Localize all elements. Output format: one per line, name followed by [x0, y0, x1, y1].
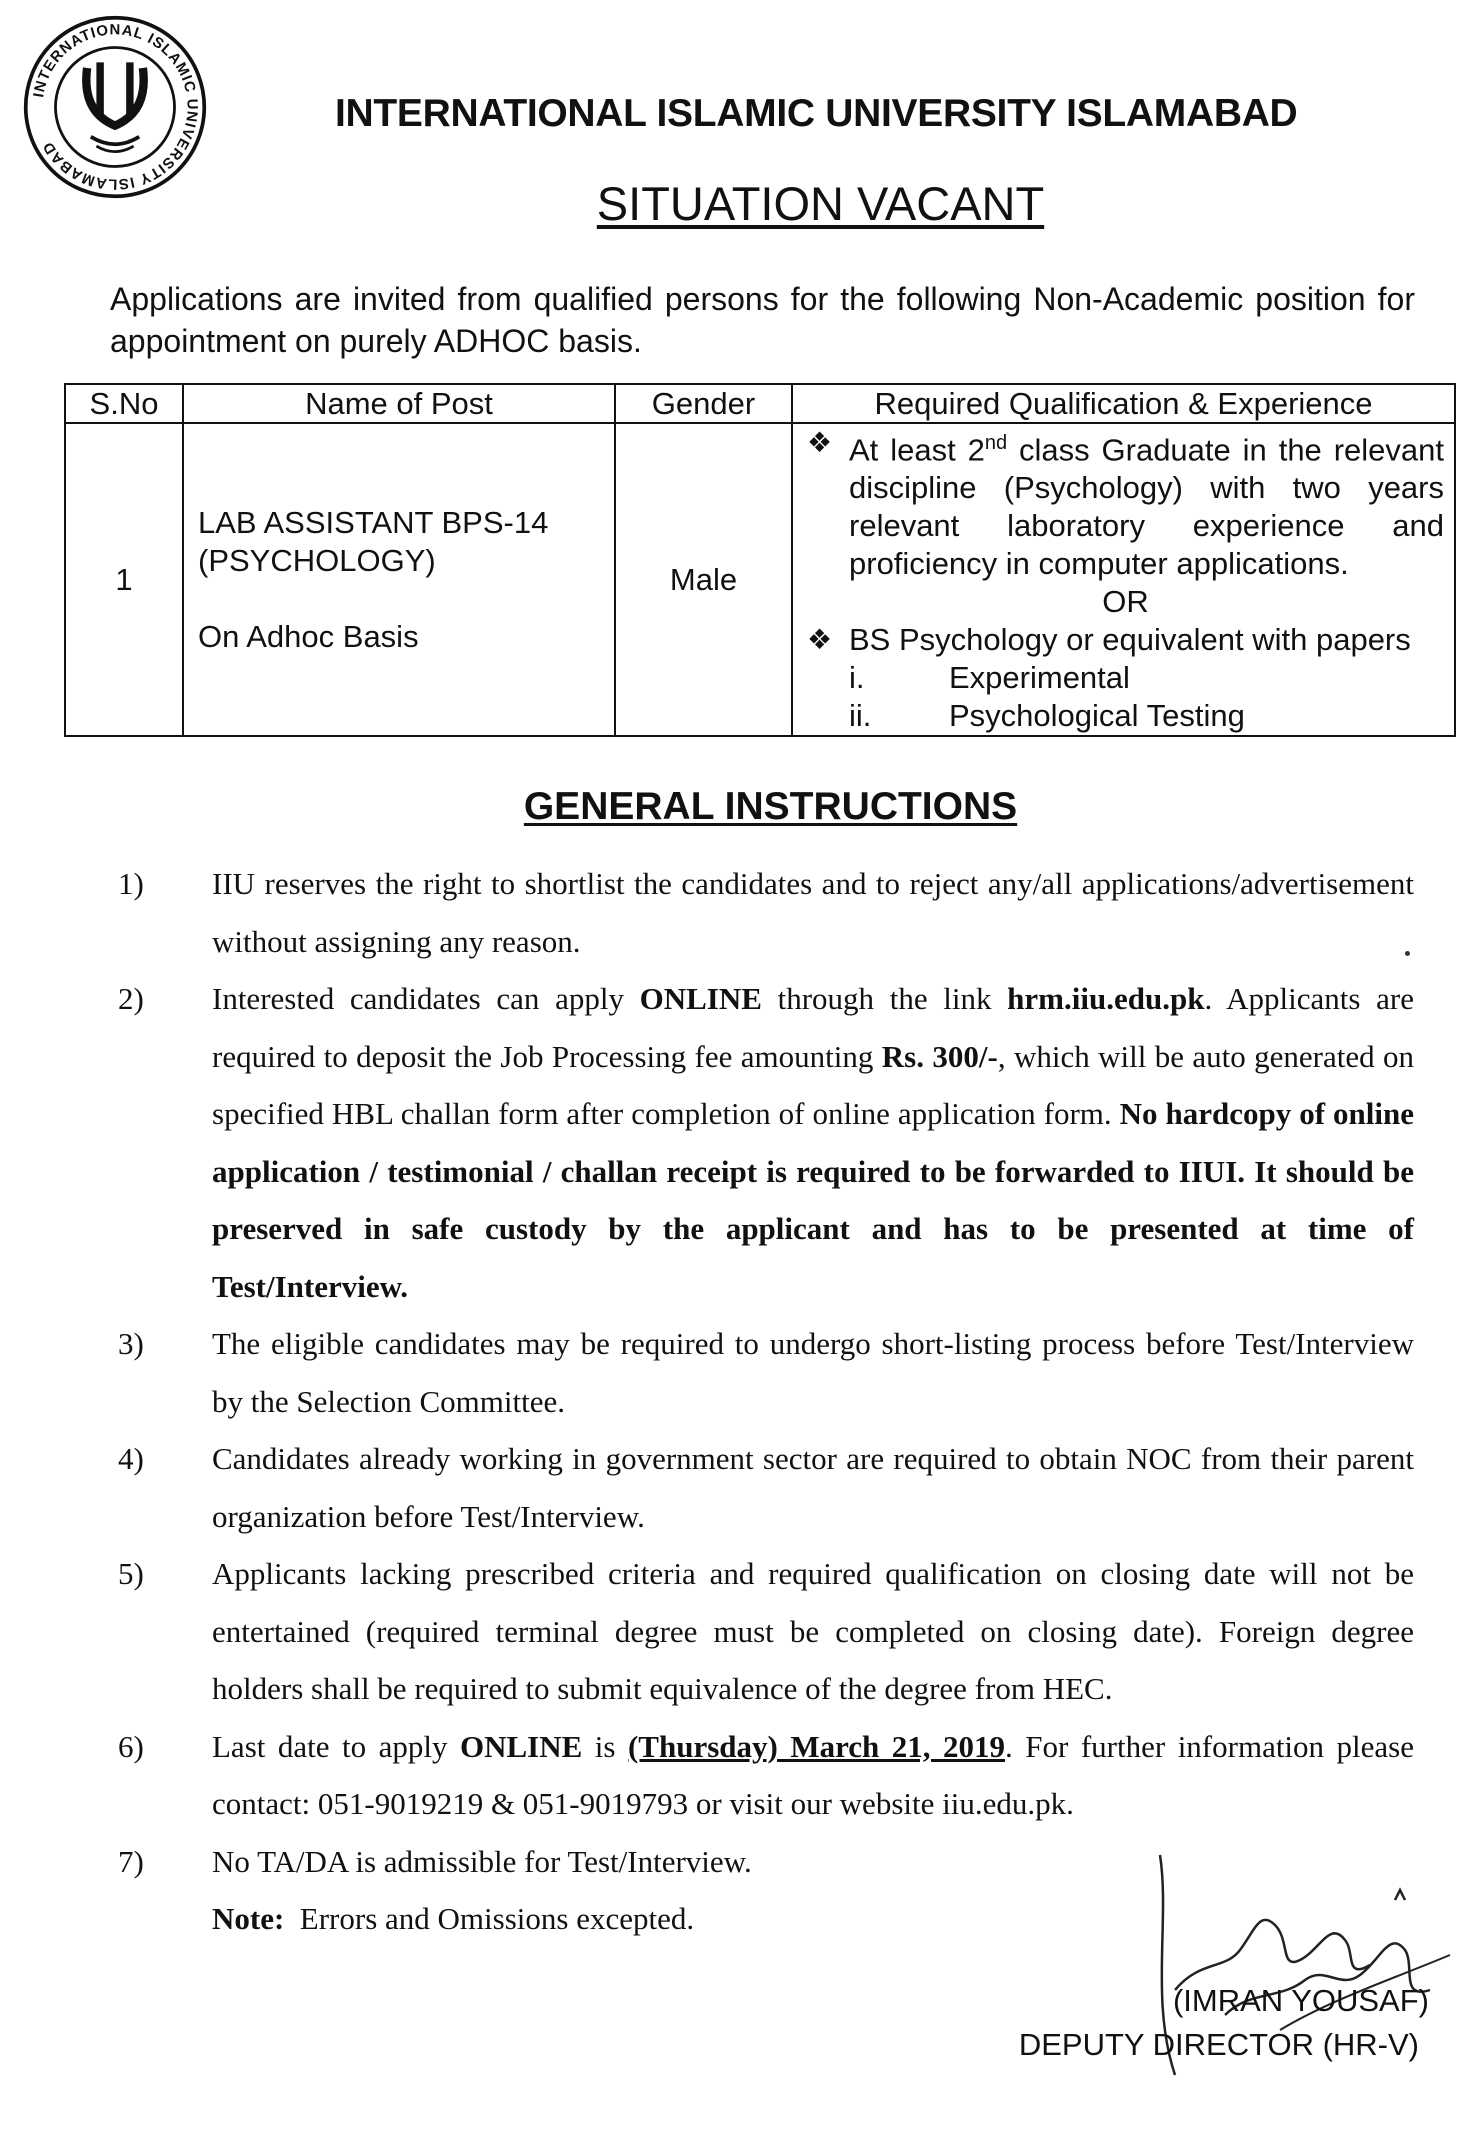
paper-item: i. Experimental	[849, 660, 1130, 696]
instruction-item: 4) Candidates already working in government sector are required to obtain NOC from their parent organization before Test/Interview.	[118, 1441, 1414, 1534]
note-text: Errors and Omissions excepted.	[284, 1901, 695, 1936]
signatory-designation: DEPUTY DIRECTOR (HR-V)	[1018, 2027, 1419, 2062]
scan-speck	[1405, 951, 1410, 956]
instruction-item: 1) IIU reserves the right to shortlist the candidates and to reject any/all applications/advertisement without assigning any reason.	[118, 866, 1414, 959]
post-title: LAB ASSISTANT BPS-14	[198, 504, 549, 540]
instruction-item: 6) Last date to apply ONLINE is (Thursday) March 21, 2019. For further information please contact: 051-9019219 & 051-9019793 or visit our website iiu.edu.pk.	[118, 1728, 1414, 1821]
table-row	[65, 423, 1455, 736]
instruction-item: 2) Interested candidates can apply ONLINE through the link hrm.iiu.edu.pk. Applicants are required to deposit the Job Processing fee amounting Rs. 300/-, which will be auto generated on specified HBL challan form after completion of online application form. No hardcopy of online application / testimonial / challan receipt is required to be forwarded to IIUI. It should be preserved in safe custody by the applicant and has to be presented at time of Test/Interview.	[118, 981, 1415, 1304]
or-separator: OR	[1102, 584, 1149, 620]
post-basis: On Adhoc Basis	[198, 618, 419, 654]
cell-gender: Male	[615, 423, 792, 736]
svg-text:INTERNATIONAL ISLAMIC UNIVERSI: INTERNATIONAL ISLAMIC UNIVERSITY ISLAMABAD	[31, 22, 200, 192]
header-gender: Gender	[615, 384, 792, 423]
note-label: Note:	[212, 1901, 285, 1936]
university-seal-logo	[22, 14, 208, 200]
university-name: INTERNATIONAL ISLAMIC UNIVERSITY ISLAMABAD	[335, 92, 1298, 135]
instruction-item: 7) No TA/DA is admissible for Test/Interview.	[118, 1843, 752, 1879]
signatory-name: (IMRAN YOUSAF)	[1172, 1983, 1429, 2018]
cell-sno: 1	[65, 423, 183, 736]
intro-paragraph: Applications are invited from qualified persons for the following Non-Academic position for appointment on purely ADHOC basis.	[110, 281, 1415, 359]
closing-date: (Thursday) March 21, 2019	[627, 1728, 1006, 1764]
page-title: SITUATION VACANT	[596, 177, 1045, 230]
application-link: hrm.iiu.edu.pk	[1007, 981, 1205, 1016]
table-header-row	[65, 384, 1455, 423]
diamond-bullet-icon: ❖	[807, 427, 833, 458]
cell-qualification	[792, 423, 1455, 736]
instructions-list	[118, 855, 1414, 1948]
cell-post-name	[183, 423, 615, 736]
instruction-item: 5) Applicants lacking prescribed criteria and required qualification on closing date will not be entertained (required terminal degree must be completed on closing date). Foreign degree holders shall be required to submit equivalence of the degree from HEC.	[118, 1556, 1414, 1706]
qualification-item: ❖ At least 2nd class Graduate in the relevant discipline (Psychology) with two years relevant laboratory experience and proficiency in computer applications.	[807, 424, 1444, 583]
qualification-item: ❖ BS Psychology or equivalent with papers	[807, 622, 1411, 658]
post-department: (PSYCHOLOGY)	[198, 542, 436, 578]
header-post-name: Name of Post	[183, 384, 615, 423]
diamond-bullet-icon: ❖	[807, 624, 833, 656]
paper-item: ii. Psychological Testing	[849, 698, 1245, 734]
header-qualification: Required Qualification & Experience	[792, 384, 1455, 423]
instructions-title: GENERAL INSTRUCTIONS	[523, 785, 1018, 828]
posts-table	[64, 383, 1456, 737]
header-sno: S.No	[65, 384, 183, 423]
instruction-item: 3) The eligible candidates may be required to undergo short-listing process before Test/Interview by the Selection Committee.	[118, 1326, 1414, 1419]
